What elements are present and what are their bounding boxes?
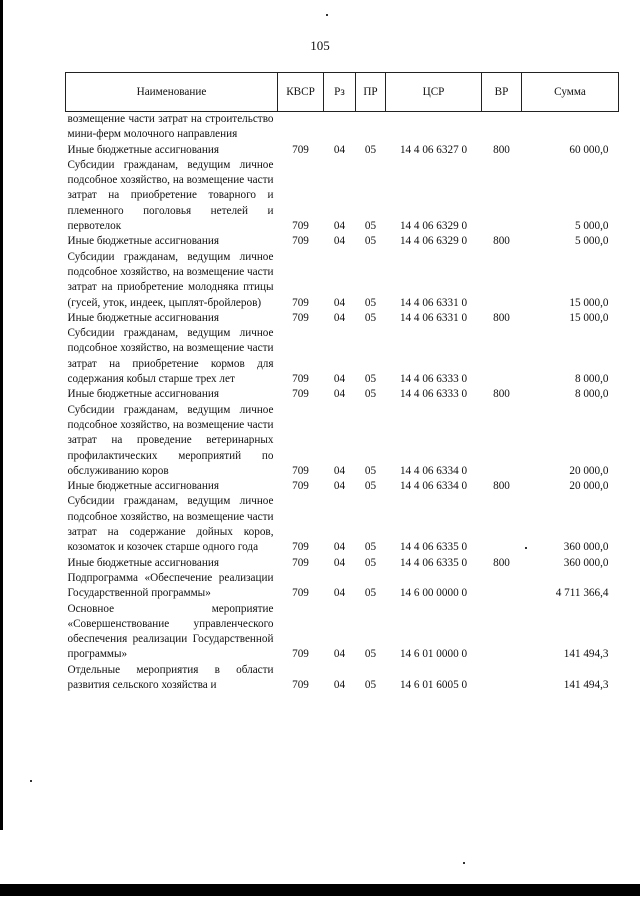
cell-sum: 5 000,0	[574, 220, 609, 233]
cell-kvsr: 709	[292, 311, 309, 324]
cell-pr: 05	[364, 678, 377, 691]
cell-csr: 14 4 06 6335 0	[399, 541, 468, 554]
cell-csr: 14 6 01 0000 0	[399, 648, 468, 661]
cell-pr: 05	[364, 220, 377, 233]
cell-kvsr	[278, 112, 324, 143]
header-sum: Сумма	[522, 73, 619, 112]
cell-pr: 05	[364, 388, 377, 401]
cell-sum: 5 000,0	[574, 235, 609, 248]
scan-speck	[326, 14, 328, 16]
cell-csr: 14 6 01 6005 0	[399, 678, 468, 691]
cell-name: Субсидии гражданам, ведущим личное подсобное хозяйство, на возмещение части затрат на приобретение молодняка птицы (гусей, уток, индеек, цыплят-бройлеров)	[67, 250, 274, 309]
cell-csr: 14 6 00 0000 0	[399, 587, 468, 600]
cell-kvsr: 709	[292, 464, 309, 477]
cell-kvsr: 709	[292, 678, 309, 691]
cell-rz: 04	[333, 296, 346, 309]
cell-pr: 05	[364, 648, 377, 661]
cell-pr: 05	[364, 556, 377, 569]
cell-csr: 14 4 06 6329 0	[399, 235, 468, 248]
header-csr: ЦСР	[386, 73, 482, 112]
cell-name: Субсидии гражданам, ведущим личное подсобное хозяйство, на возмещение части затрат на приобретение товарного и племенного поголовья нетелей и первотелок	[67, 158, 274, 233]
cell-vr	[482, 663, 522, 694]
cell-vr	[482, 571, 522, 602]
table-row	[66, 663, 619, 694]
cell-kvsr: 709	[292, 648, 309, 661]
cell-name: Субсидии гражданам, ведущим личное подсобное хозяйство, на возмещение части затрат на проведение ветеринарных профилактических мероприятий по обслуживанию коров	[67, 403, 274, 477]
cell-sum: 15 000,0	[569, 296, 609, 309]
cell-vr: 800	[493, 235, 510, 248]
cell-sum: 20 000,0	[569, 480, 609, 493]
table-row	[66, 143, 619, 158]
cell-sum: 360 000,0	[563, 556, 609, 569]
cell-rz: 04	[333, 648, 346, 661]
cell-name: Иные бюджетные ассигнования	[67, 311, 219, 324]
cell-rz	[324, 112, 356, 143]
cell-vr	[482, 250, 522, 311]
cell-kvsr: 709	[292, 587, 309, 600]
cell-kvsr: 709	[292, 220, 309, 233]
budget-table	[65, 72, 619, 693]
cell-pr: 05	[364, 373, 377, 386]
cell-kvsr: 709	[292, 480, 309, 493]
scan-speck	[30, 780, 32, 782]
cell-name: Иные бюджетные ассигнования	[67, 480, 219, 493]
cell-csr: 14 4 06 6329 0	[399, 220, 468, 233]
cell-vr: 800	[493, 311, 510, 324]
cell-rz: 04	[333, 587, 346, 600]
cell-sum: 20 000,0	[569, 464, 609, 477]
cell-pr: 05	[364, 464, 377, 477]
cell-name: Отдельные мероприятия в области развития сельского хозяйства и	[67, 663, 274, 691]
header-rz: Рз	[324, 73, 356, 112]
cell-pr: 05	[364, 587, 377, 600]
cell-sum: 360 000,0	[563, 541, 609, 554]
cell-name: возмещение части затрат на строительство мини-ферм молочного направления	[67, 113, 274, 141]
cell-pr: 05	[364, 480, 377, 493]
header-kvsr: КВСР	[278, 73, 324, 112]
table-row	[66, 571, 619, 602]
cell-pr: 05	[364, 143, 377, 156]
cell-pr: 05	[364, 235, 377, 248]
cell-name: Субсидии гражданам, ведущим личное подсобное хозяйство, на возмещение части затрат на содержание дойных коров, козоматок и козочек старше одного года	[67, 495, 274, 554]
cell-kvsr: 709	[292, 235, 309, 248]
cell-rz: 04	[333, 143, 346, 156]
cell-csr: 14 4 06 6333 0	[399, 373, 468, 386]
cell-vr: 800	[493, 388, 510, 401]
table-row	[66, 387, 619, 402]
cell-pr: 05	[364, 296, 377, 309]
cell-rz: 04	[333, 556, 346, 569]
cell-pr: 05	[364, 541, 377, 554]
cell-name: Основное мероприятие «Совершенствование управленческого обеспечения реализации Государственной программы»	[67, 602, 274, 661]
cell-csr: 14 4 06 6334 0	[399, 464, 468, 477]
cell-name: Субсидии гражданам, ведущим личное подсобное хозяйство, на возмещение части затрат на приобретение кормов для содержания кобыл старше трех лет	[67, 327, 274, 386]
cell-vr	[482, 326, 522, 387]
cell-pr: 05	[364, 311, 377, 324]
table-row	[66, 479, 619, 494]
cell-vr: 800	[493, 143, 510, 156]
cell-rz: 04	[333, 678, 346, 691]
cell-name: Иные бюджетные ассигнования	[67, 556, 219, 569]
cell-kvsr: 709	[292, 143, 309, 156]
cell-rz: 04	[333, 373, 346, 386]
scan-speck	[463, 862, 465, 864]
table-row	[66, 556, 619, 571]
cell-csr: 14 4 06 6335 0	[399, 556, 468, 569]
cell-sum: 141 494,3	[563, 678, 609, 691]
cell-pr	[356, 112, 386, 143]
cell-kvsr: 709	[292, 541, 309, 554]
cell-vr: 800	[493, 556, 510, 569]
cell-csr: 14 4 06 6331 0	[399, 311, 468, 324]
cell-vr	[482, 403, 522, 479]
cell-name: Иные бюджетные ассигнования	[67, 388, 219, 401]
cell-sum	[522, 112, 619, 143]
table-row	[66, 326, 619, 387]
scan-bottom-edge	[0, 884, 640, 896]
cell-sum: 15 000,0	[569, 311, 609, 324]
cell-rz: 04	[333, 464, 346, 477]
header-vr: ВР	[482, 73, 522, 112]
cell-sum: 60 000,0	[569, 143, 609, 156]
table-row	[66, 311, 619, 326]
cell-name: Подпрограмма «Обеспечение реализации Государственной программы»	[67, 571, 274, 600]
cell-sum: 8 000,0	[574, 373, 609, 386]
cell-vr	[482, 158, 522, 234]
cell-kvsr: 709	[292, 296, 309, 309]
cell-csr: 14 4 06 6334 0	[399, 480, 468, 493]
cell-csr: 14 4 06 6333 0	[399, 388, 468, 401]
table-row	[66, 403, 619, 479]
cell-kvsr: 709	[292, 373, 309, 386]
cell-rz: 04	[333, 541, 346, 554]
table-row	[66, 158, 619, 234]
cell-kvsr: 709	[292, 388, 309, 401]
table-row	[66, 112, 619, 143]
header-name: Наименование	[66, 73, 278, 112]
cell-sum: 8 000,0	[574, 388, 609, 401]
header-pr: ПР	[356, 73, 386, 112]
cell-kvsr: 709	[292, 556, 309, 569]
cell-rz: 04	[333, 311, 346, 324]
cell-name: Иные бюджетные ассигнования	[67, 143, 219, 156]
scan-speck	[525, 547, 527, 549]
table-row	[66, 494, 619, 555]
cell-rz: 04	[333, 235, 346, 248]
table-row	[66, 234, 619, 249]
table-row	[66, 250, 619, 311]
page-number: 105	[310, 38, 330, 53]
table-row	[66, 602, 619, 663]
cell-csr: 14 4 06 6331 0	[399, 296, 468, 309]
table-header	[66, 73, 619, 112]
cell-rz: 04	[333, 220, 346, 233]
cell-sum: 141 494,3	[563, 648, 609, 661]
cell-rz: 04	[333, 388, 346, 401]
cell-name: Иные бюджетные ассигнования	[67, 235, 219, 248]
cell-vr: 800	[493, 480, 510, 493]
cell-vr	[482, 602, 522, 663]
cell-csr	[386, 112, 482, 143]
cell-sum: 4 711 366,4	[555, 587, 609, 600]
cell-vr	[482, 112, 522, 143]
scan-left-edge	[0, 0, 3, 830]
cell-vr	[482, 494, 522, 555]
cell-rz: 04	[333, 480, 346, 493]
cell-csr: 14 4 06 6327 0	[399, 143, 468, 156]
